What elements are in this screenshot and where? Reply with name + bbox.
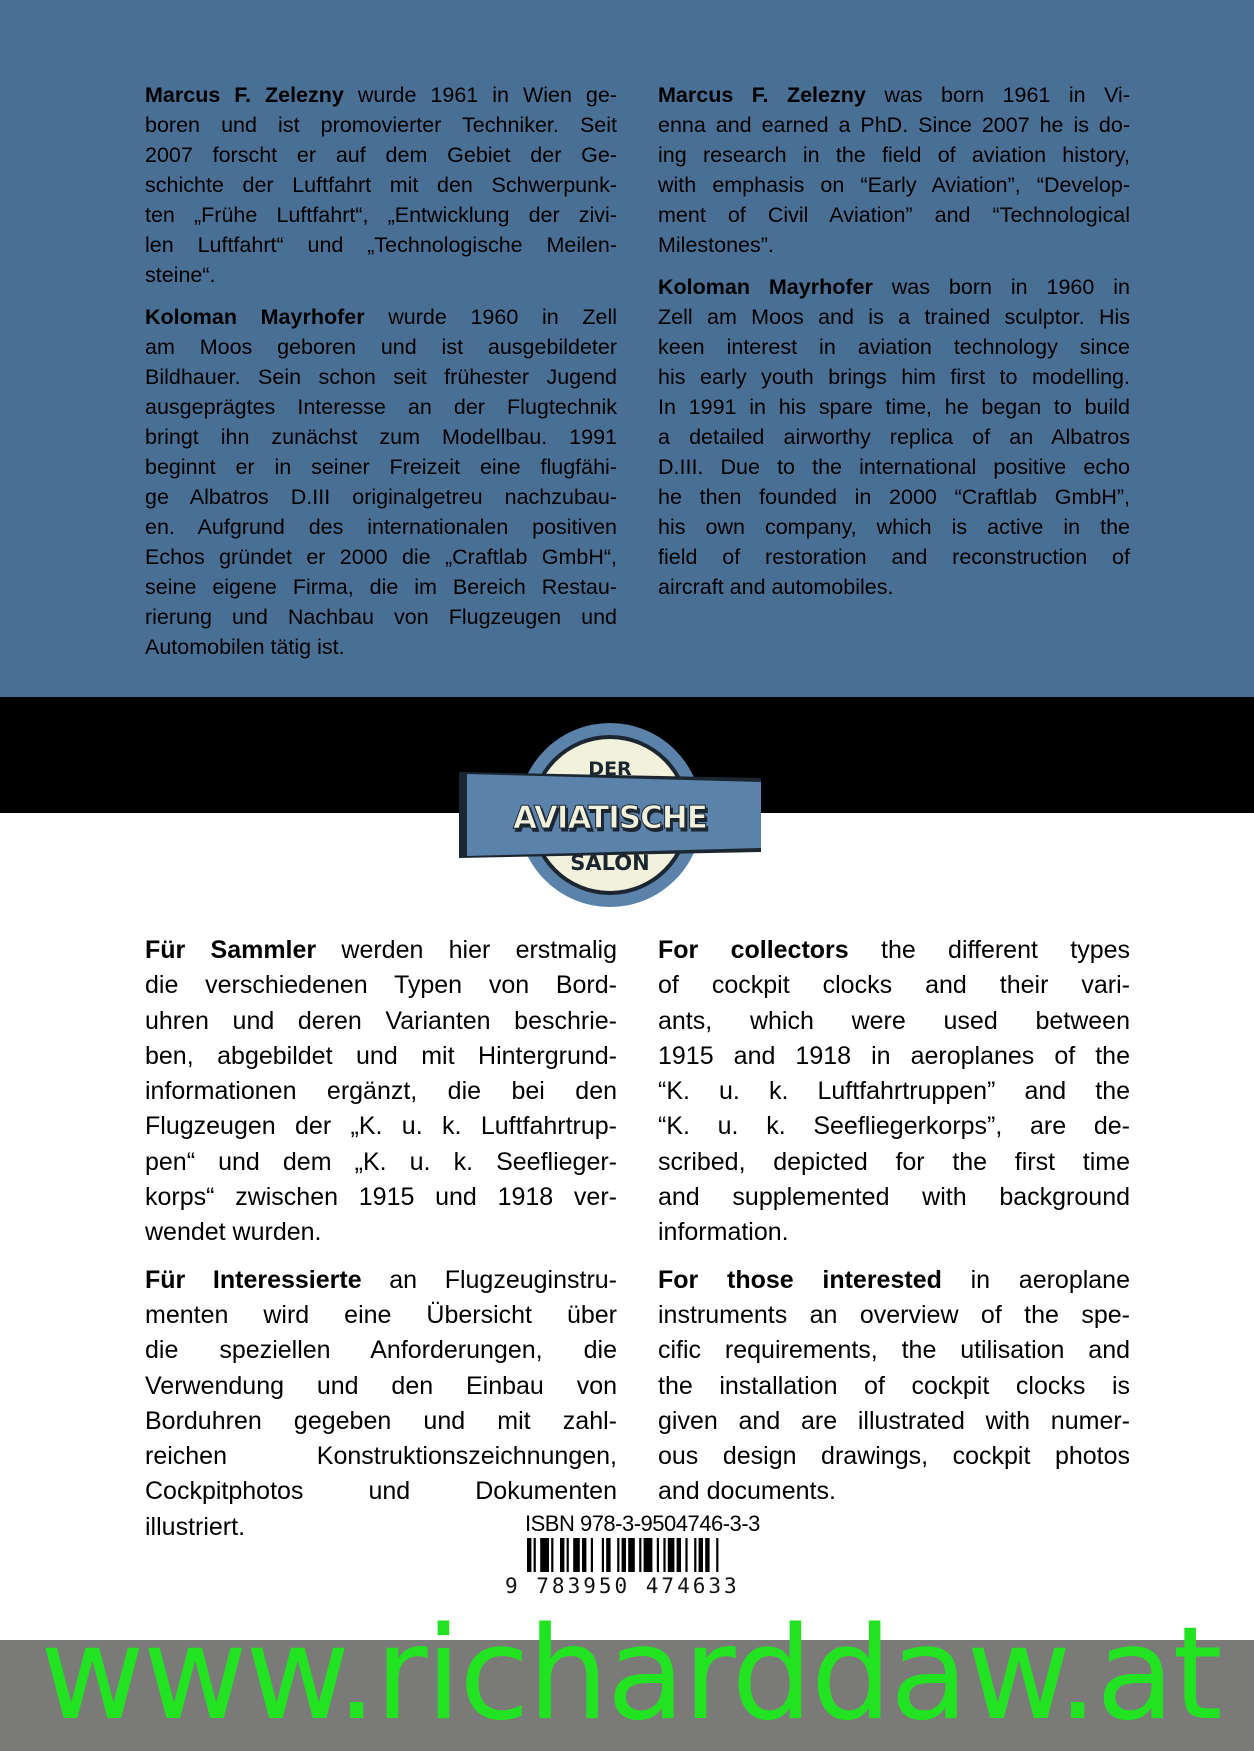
line-text: len Luftfahrt“ und „Technologische Meilen-	[145, 233, 617, 257]
text-line	[145, 1145, 617, 1180]
text-line	[145, 512, 617, 542]
text-line	[658, 392, 1130, 422]
text-line	[145, 200, 617, 230]
text-line	[658, 80, 1130, 110]
line-text: scribed, depicted for the first time	[658, 1147, 1130, 1176]
text-line	[658, 110, 1130, 140]
text-line	[145, 1263, 617, 1298]
line-text: beginnt er in seiner Freizeit eine flugfähi-	[145, 455, 617, 479]
text-line	[658, 362, 1130, 392]
text-line	[145, 1039, 617, 1074]
barcode-bar	[705, 1538, 709, 1572]
line-text: ment of Civil Aviation” and “Technological	[658, 203, 1130, 227]
line-text: he then founded in 2000 “Craftlab GmbH”,	[658, 485, 1130, 509]
text-line	[658, 1298, 1130, 1333]
text-line	[658, 1109, 1130, 1144]
bio-german	[145, 80, 617, 662]
text-line	[145, 1074, 617, 1109]
barcode-bar	[677, 1538, 681, 1572]
line-text: of cockpit clocks and their vari-	[658, 971, 1130, 1000]
logo-line3: SALON	[570, 851, 650, 875]
text-line	[658, 1039, 1130, 1074]
barcode-bar	[606, 1538, 610, 1572]
line-text: cific requirements, the utilisation and	[658, 1336, 1130, 1365]
text-line	[145, 1004, 617, 1039]
barcode-bar	[617, 1538, 619, 1572]
logo-line1: DER	[588, 758, 632, 780]
text-line	[658, 968, 1130, 1003]
line-text: ants, which were used between	[658, 1006, 1130, 1035]
barcode-bar	[560, 1538, 564, 1572]
description-english	[658, 933, 1130, 1510]
barcode-bar	[567, 1538, 569, 1572]
text-line	[658, 1215, 1130, 1250]
text-line	[145, 452, 617, 482]
barcode-bar	[591, 1538, 593, 1572]
barcode-bar	[527, 1538, 531, 1572]
line-text: in aeroplane	[970, 1265, 1130, 1294]
line-text: Borduhren gegeben und mit zahl-	[145, 1406, 617, 1435]
text-line	[658, 1369, 1130, 1404]
text-line	[145, 170, 617, 200]
line-text: field of restoration and reconstruction of	[658, 545, 1130, 569]
text-line	[658, 933, 1130, 968]
text-line	[145, 1333, 617, 1368]
text-line	[145, 572, 617, 602]
text-line	[145, 1109, 617, 1144]
text-line	[145, 1298, 617, 1333]
logo-line2: AVIATISCHE	[513, 800, 707, 836]
line-text: ge Albatros D.III originalgetreu nachzubau-	[145, 485, 617, 509]
line-text: “K. u. k. Luftfahrtruppen” and the	[658, 1077, 1130, 1106]
barcode	[527, 1538, 752, 1572]
line-text: and supplemented with background	[658, 1183, 1130, 1212]
line-text: aircraft and automobiles.	[658, 575, 894, 599]
line-text: given and are illustrated with numer-	[658, 1406, 1130, 1435]
line-text: ben, abgebildet und mit Hintergrund-	[145, 1041, 617, 1070]
line-text: uhren und deren Varianten beschrie-	[145, 1006, 617, 1035]
line-text: information.	[658, 1218, 789, 1247]
text-line	[145, 80, 617, 110]
line-text: and documents.	[658, 1477, 836, 1506]
barcode-bar	[668, 1538, 675, 1572]
aviatische-salon-logo	[455, 720, 765, 910]
barcode-bar	[534, 1538, 536, 1572]
line-text: 1915 and 1918 in aeroplanes of the	[658, 1041, 1130, 1070]
line-text: Milestones”.	[658, 233, 774, 257]
line-text: was born in 1960 in	[891, 275, 1130, 299]
line-text: instruments an overview of the spe-	[658, 1300, 1130, 1329]
barcode-bar	[540, 1538, 549, 1572]
text-line	[145, 422, 617, 452]
text-line	[145, 542, 617, 572]
watermark: www.richarddaw.at	[40, 1600, 1221, 1749]
text-line	[145, 1180, 617, 1215]
barcode-bar	[694, 1538, 696, 1572]
lead-bold: For those interested	[658, 1265, 942, 1294]
barcode-bar	[663, 1538, 665, 1572]
line-text: In 1991 in his spare time, he began to build	[658, 395, 1130, 419]
text-line	[658, 542, 1130, 572]
line-text: ous design drawings, cockpit photos	[658, 1442, 1130, 1471]
line-text: an Flugzeuginstru-	[389, 1265, 617, 1294]
text-line	[145, 482, 617, 512]
barcode-bar	[716, 1538, 718, 1572]
lead-bold: Koloman Mayrhofer	[658, 275, 873, 299]
isbn-text: ISBN 978-3-9504746-3-3	[525, 1511, 760, 1536]
line-text: boren und ist promovierter Techniker. Seit	[145, 113, 617, 137]
line-text: his early youth brings him first to modelling.	[658, 365, 1130, 389]
text-line	[145, 968, 617, 1003]
line-text: Verwendung und den Einbau von	[145, 1371, 617, 1400]
barcode-bar	[551, 1538, 553, 1572]
line-text: en. Aufgrund des internationalen positiven	[145, 515, 617, 539]
text-line	[658, 140, 1130, 170]
text-line	[145, 1404, 617, 1439]
text-line	[145, 1474, 617, 1509]
line-text: steine“.	[145, 263, 216, 287]
line-text: wendet wurden.	[145, 1218, 322, 1247]
text-line	[658, 170, 1130, 200]
lead-bold: Koloman Mayrhofer	[145, 305, 365, 329]
text-line	[658, 1004, 1130, 1039]
lead-bold: Marcus F. Zelezny	[658, 83, 866, 107]
barcode-bar	[685, 1538, 687, 1572]
text-line	[658, 1439, 1130, 1474]
description-german	[145, 933, 617, 1545]
line-text: ausgeprägtes Interesse an der Flugtechnik	[145, 395, 617, 419]
text-line	[145, 362, 617, 392]
line-text: his own company, which is active in the	[658, 515, 1130, 539]
line-text: ten „Frühe Luftfahrt“, „Entwicklung der zivi-	[145, 203, 617, 227]
barcode-bar	[639, 1538, 641, 1572]
line-text: ing research in the field of aviation history,	[658, 143, 1130, 167]
text-line	[658, 572, 1130, 602]
text-line	[145, 230, 617, 260]
line-text: informationen ergänzt, die bei den	[145, 1077, 617, 1106]
barcode-bar	[699, 1538, 703, 1572]
barcode-bar	[602, 1538, 604, 1572]
text-line	[658, 1263, 1130, 1298]
barcode-digits: 9 783950 474633	[505, 1574, 740, 1598]
line-text: Automobilen tätig ist.	[145, 635, 345, 659]
text-line	[658, 302, 1130, 332]
barcode-bar	[628, 1538, 635, 1572]
lead-bold: For collectors	[658, 936, 849, 964]
line-text: wurde 1961 in Wien ge-	[357, 83, 617, 107]
text-line	[658, 482, 1130, 512]
barcode-bar	[622, 1538, 626, 1572]
line-text: Echos gründet er 2000 die „Craftlab GmbH“,	[145, 545, 617, 569]
barcode-bar	[657, 1538, 659, 1572]
text-line	[658, 230, 1130, 260]
text-line	[145, 602, 617, 632]
barcode-bar	[582, 1538, 586, 1572]
text-line	[658, 512, 1130, 542]
line-text: 2007 forscht er auf dem Gebiet der Ge-	[145, 143, 617, 167]
text-line	[658, 452, 1130, 482]
text-line	[145, 1215, 617, 1250]
line-text: reichen Konstruktionszeichnungen,	[145, 1442, 617, 1471]
text-line	[145, 632, 617, 662]
line-text: rierung und Nachbau von Flugzeugen und	[145, 605, 617, 629]
text-line	[658, 1145, 1130, 1180]
text-line	[145, 140, 617, 170]
line-text: was born 1961 in Vi-	[884, 83, 1130, 107]
line-text: die speziellen Anforderungen, die	[145, 1336, 617, 1365]
line-text: pen“ und dem „K. u. k. Seeflieger-	[145, 1147, 617, 1176]
text-line	[658, 200, 1130, 230]
line-text: seine eigene Firma, die im Bereich Restau-	[145, 575, 617, 599]
line-text: D.III. Due to the international positive echo	[658, 455, 1130, 479]
text-line	[658, 332, 1130, 362]
lead-bold: Marcus F. Zelezny	[145, 83, 344, 107]
line-text: Cockpitphotos und Dokumenten	[145, 1477, 617, 1506]
text-line	[145, 933, 617, 968]
line-text: with emphasis on “Early Aviation”, “Develop-	[658, 173, 1130, 197]
text-line	[658, 422, 1130, 452]
line-text: a detailed airworthy replica of an Albatros	[658, 425, 1130, 449]
text-line	[658, 1180, 1130, 1215]
line-text: werden hier erstmalig	[341, 936, 617, 964]
line-text: Zell am Moos and is a trained sculptor. His	[658, 305, 1130, 329]
text-line	[145, 1439, 617, 1474]
text-line	[658, 1404, 1130, 1439]
line-text: bringt ihn zunächst zum Modellbau. 1991	[145, 425, 617, 449]
line-text: die verschiedenen Typen von Bord-	[145, 971, 617, 1000]
line-text: the different types	[881, 936, 1130, 964]
text-line	[145, 260, 617, 290]
line-text: enna and earned a PhD. Since 2007 he is do-	[658, 113, 1130, 137]
barcode-bar	[573, 1538, 580, 1572]
line-text: Flugzeugen der „K. u. k. Luftfahrtrup-	[145, 1112, 617, 1141]
line-text: “K. u. k. Seefliegerkorps”, are de-	[658, 1112, 1130, 1141]
line-text: korps“ zwischen 1915 und 1918 ver-	[145, 1183, 617, 1212]
line-text: wurde 1960 in Zell	[388, 305, 617, 329]
text-line	[658, 1474, 1130, 1509]
text-line	[658, 1074, 1130, 1109]
line-text: keen interest in aviation technology since	[658, 335, 1130, 359]
text-line	[145, 110, 617, 140]
text-line	[145, 332, 617, 362]
line-text: menten wird eine Übersicht über	[145, 1300, 617, 1329]
text-line	[658, 1333, 1130, 1368]
line-text: schichte der Luftfahrt mit den Schwerpunk-	[145, 173, 617, 197]
line-text: Bildhauer. Sein schon seit frühester Jugend	[145, 365, 617, 389]
barcode-bar	[644, 1538, 653, 1572]
text-line	[145, 1369, 617, 1404]
bio-english	[658, 80, 1130, 602]
line-text: am Moos geboren und ist ausgebildeter	[145, 335, 617, 359]
text-line	[145, 302, 617, 332]
lead-bold: Für Interessierte	[145, 1265, 362, 1294]
text-line	[145, 392, 617, 422]
line-text: the installation of cockpit clocks is	[658, 1371, 1130, 1400]
line-text: illustriert.	[145, 1512, 246, 1541]
lead-bold: Für Sammler	[145, 936, 317, 964]
text-line	[658, 272, 1130, 302]
